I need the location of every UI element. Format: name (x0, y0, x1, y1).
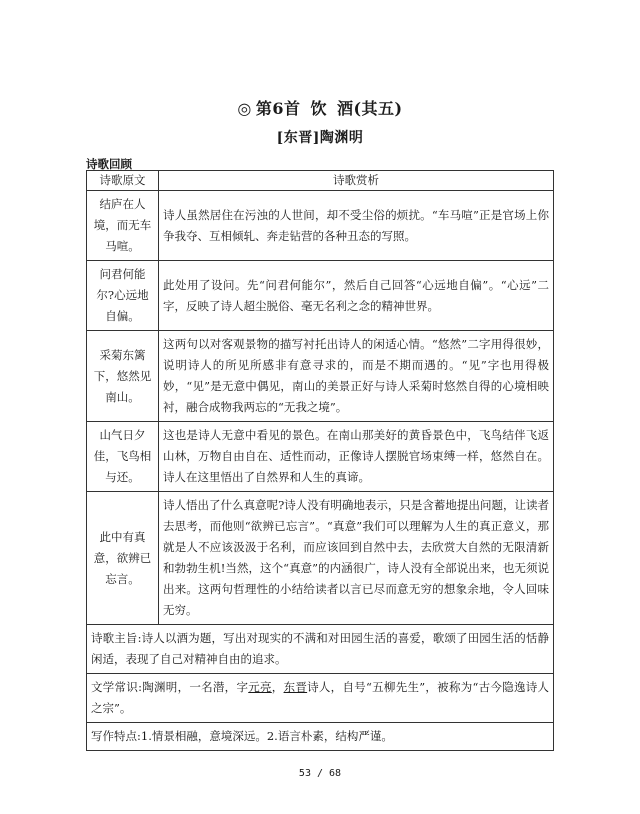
original-text: 此中有真意，欲辨已忘言。 (87, 492, 159, 625)
table-row (87, 422, 554, 492)
page-title (0, 96, 640, 119)
poem-name-part-1: 饮 (310, 99, 327, 118)
poem-theme: 诗歌主旨:诗人以酒为题，写出对现实的不满和对田园生活的喜爱，歌颂了田园生活的恬静闲适，表现了自己对精神自由的追求。 (87, 625, 554, 674)
analysis-text: 这两句以对客观景物的描写衬托出诗人的闲适心情。“悠然”二字用得很妙，说明诗人的所见所感非有意寻求的，而是不期而遇的。“见”字也用得极妙，“见”是无意中偶见，南山的美景正好与诗人采菊时悠然自得的心境相映衬，融合成物我两忘的“无我之境”。 (159, 331, 554, 422)
poem-review-table (86, 170, 554, 751)
original-text: 问君何能尔?心远地自偏。 (87, 261, 159, 331)
page-number: 53 / 68 (298, 768, 342, 779)
literary-text: ， (271, 680, 284, 694)
analysis-text: 诗人悟出了什么真意呢?诗人没有明确地表示，只是含蓄地提出问题，让读者去思考，而他则“欲辨已忘言”。“真意”我们可以理解为人生的真正意义，那就是人不应该汲汲于名利，而应该回到自然中去，去欣赏大自然的无限清新和勃勃生机!当然，这个“真意”的内涵很广，诗人没有全部说出来，也无须说出来。这两句哲理性的小结给读者以言已尽而意无穷的想象余地，令人回味无穷。 (159, 492, 554, 625)
features-row (87, 723, 554, 751)
table-row (87, 191, 554, 261)
section-label: 诗歌回顾 (86, 157, 132, 171)
bullseye-icon: ◎ (237, 99, 252, 118)
table-row (87, 331, 554, 422)
original-text: 结庐在人境，而无车马喧。 (87, 191, 159, 261)
header-original: 诗歌原文 (87, 171, 159, 191)
table-row (87, 261, 554, 331)
table-header-row (87, 171, 554, 191)
writing-features: 写作特点:1.情景相融，意境深远。2.语言朴素，结构严谨。 (87, 723, 554, 751)
original-text: 山气日夕佳，飞鸟相与还。 (87, 422, 159, 492)
literary-row (87, 674, 554, 723)
table-row (87, 492, 554, 625)
literary-text: 诗人，自号“五柳先生”，被称为“古今隐逸诗人之宗”。 (91, 680, 550, 715)
poem-author: [东晋]陶渊明 (276, 130, 364, 146)
analysis-text: 此处用了设问。先“问君何能尔”，然后自己回答“心远地自偏”。“心远”二字，反映了诗人超尘脱俗、毫无名利之念的精神世界。 (159, 261, 554, 331)
header-analysis: 诗歌赏析 (159, 171, 554, 191)
dynasty-name: 东晋 (283, 680, 308, 694)
analysis-text: 诗人虽然居住在污浊的人世间，却不受尘俗的烦扰。“车马喧”正是官场上你争我夺、互相倾轧、奔走钻营的各种丑态的写照。 (159, 191, 554, 261)
poem-number: 第6首 (255, 99, 301, 118)
literary-knowledge (87, 674, 554, 723)
poem-name-part-2: 酒(其五) (336, 99, 403, 118)
courtesy-name: 元亮 (248, 680, 272, 694)
literary-text: 文学常识:陶渊明，一名潜，字 (91, 680, 249, 694)
theme-row (87, 625, 554, 674)
analysis-text: 这也是诗人无意中看见的景色。在南山那美好的黄昏景色中，飞鸟结伴飞返山林，万物自由自在、适性而动，正像诗人摆脱官场束缚一样，悠然自在。诗人在这里悟出了自然界和人生的真谛。 (159, 422, 554, 492)
original-text: 采菊东篱下，悠然见南山。 (87, 331, 159, 422)
